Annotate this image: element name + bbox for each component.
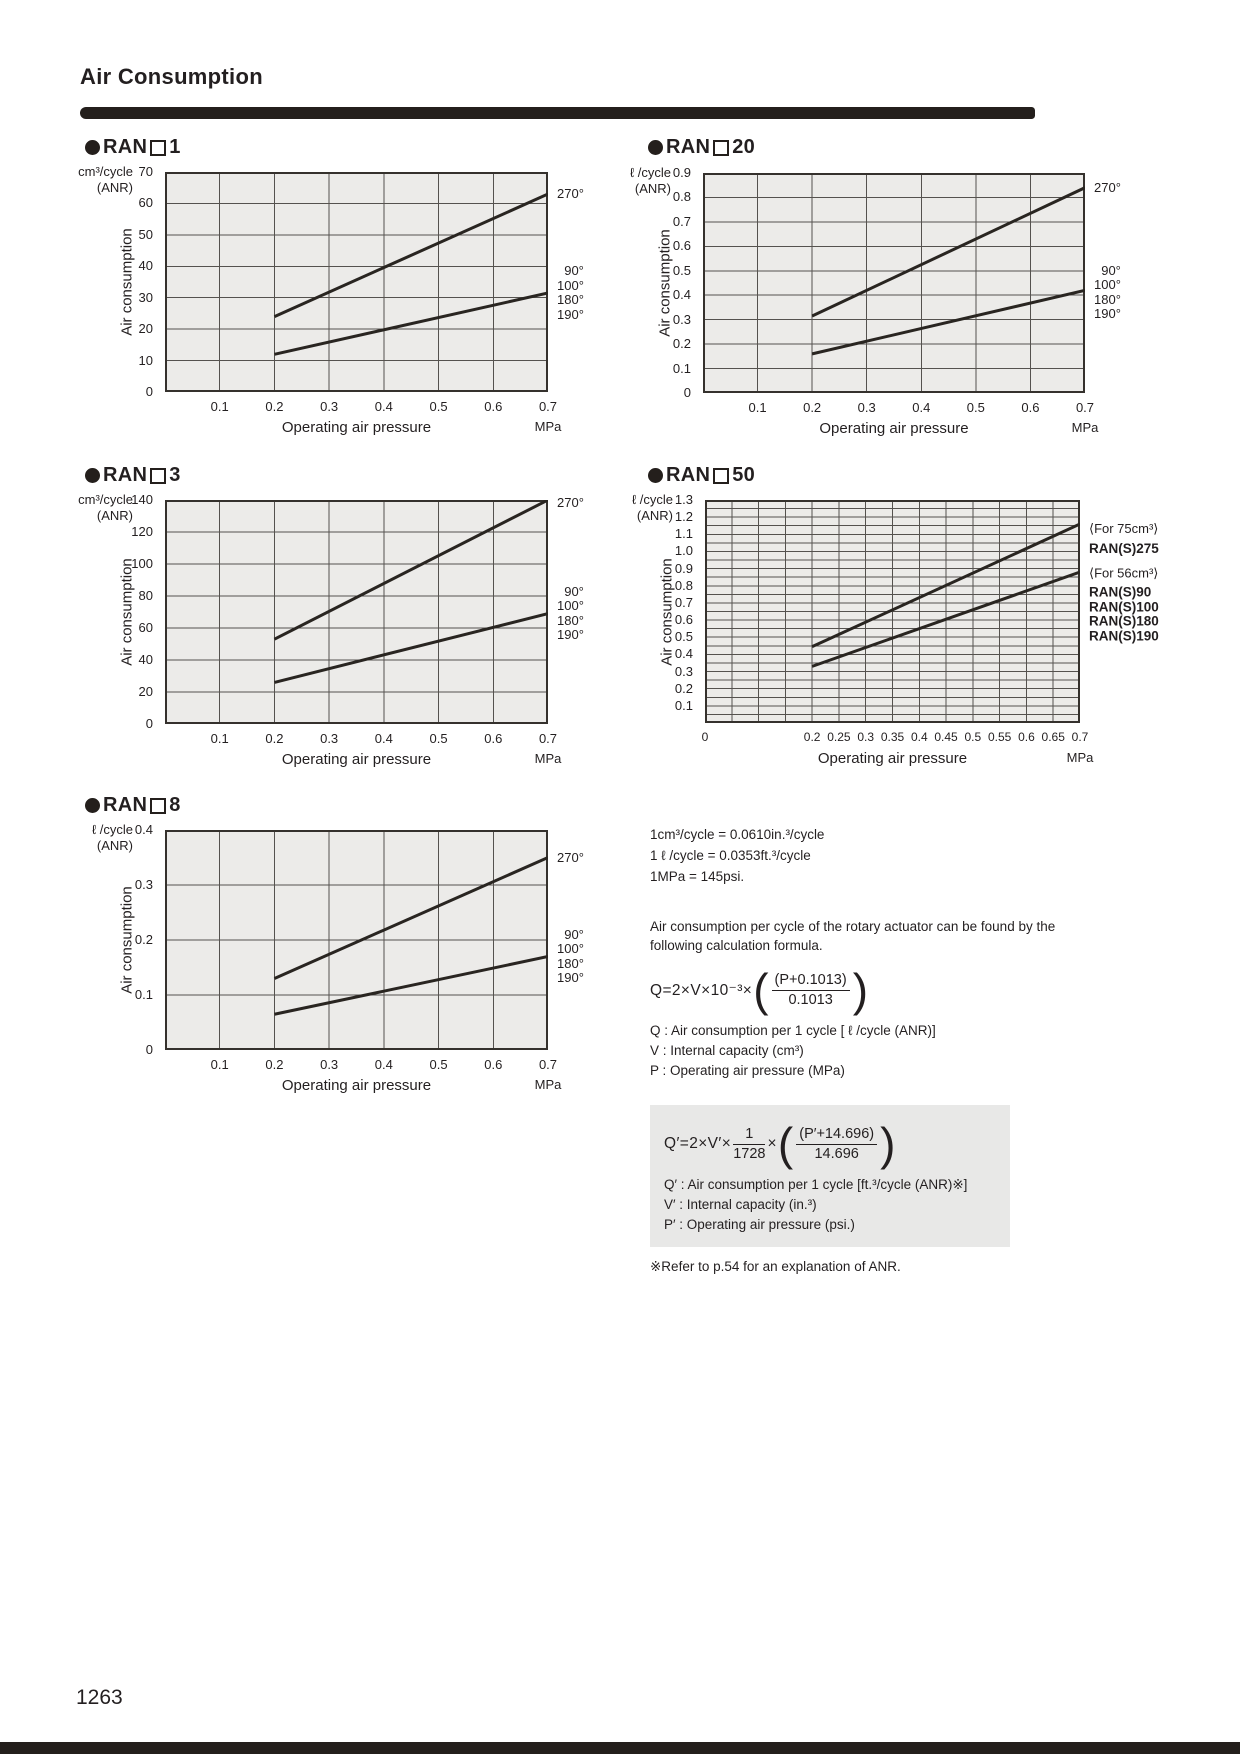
x-tick-label: 0.7: [538, 1057, 558, 1072]
y-tick-label: 100: [131, 556, 153, 571]
chart-heading-ran50: [648, 464, 755, 487]
curve-label-line: 90°: [1101, 262, 1121, 278]
anr-reference-note: ※Refer to p.54 for an explanation of ANR.: [650, 1259, 901, 1274]
curve-label-line: RAN(S)180: [1089, 613, 1159, 629]
x-axis-title: Operating air pressure: [819, 420, 969, 437]
x-tick-label: 0.2: [803, 730, 821, 744]
y-unit-line: (ANR): [634, 181, 671, 196]
definition-line: P : Operating air pressure (MPa): [650, 1063, 845, 1078]
x-tick-label: 0.25: [827, 730, 851, 744]
x-axis-title: Operating air pressure: [817, 750, 968, 767]
curve-label-line: 90°: [564, 926, 584, 942]
curve-label-line: RAN(S)275: [1089, 540, 1159, 556]
x-tick-label: 0.2: [265, 731, 284, 746]
x-tick-label: 0.2: [803, 400, 822, 415]
y-tick-label: 0.3: [134, 877, 153, 892]
x-axis-unit: MPa: [534, 1077, 562, 1092]
y-tick-label: 0.4: [674, 646, 693, 662]
chart-ran20: [629, 136, 1228, 486]
curve-label-line: ⟨For 56cm³⟩: [1089, 564, 1159, 580]
x-tick-label: 0.5: [964, 730, 982, 744]
model-box-icon: [713, 468, 729, 484]
y-tick-label: 20: [138, 684, 153, 699]
y-tick-label: 0.2: [672, 336, 691, 352]
curve-label-group: [557, 928, 584, 986]
x-tick-label: 0.4: [374, 399, 393, 414]
curve-label-line: ⟨For 75cm³⟩: [1089, 521, 1159, 537]
y-tick-label: 0.9: [672, 165, 691, 180]
curve-label-line: 100°: [557, 941, 584, 956]
model-prefix: RAN: [103, 136, 148, 158]
y-tick-label: 1.0: [674, 543, 693, 559]
curve-label-line: RAN(S)90: [1089, 584, 1152, 600]
curve-label-line: 90°: [564, 263, 584, 278]
formula-lhs: Q′=2×V′×: [664, 1135, 732, 1152]
x-tick-label: 0.6: [484, 731, 503, 746]
y-unit-line: (ANR): [636, 508, 673, 523]
curve-label-line: 100°: [1094, 277, 1121, 293]
curve-label-group: [557, 264, 584, 322]
y-axis-title: Air consumption: [656, 229, 674, 337]
x-tick-label: 0.3: [857, 400, 876, 415]
curve-label-group: [1094, 180, 1121, 195]
y-tick-label: 0.2: [134, 932, 153, 947]
chart-heading-ran20: [648, 136, 755, 159]
x-tick-label: 0.7: [1071, 730, 1089, 744]
y-axis-title: Air consumption: [118, 886, 136, 994]
x-tick-label: 0: [701, 730, 709, 744]
y-unit-line: ℓ /cycle: [631, 492, 673, 507]
chart-heading-ran3: [85, 464, 181, 487]
x-tick-label: 0.4: [374, 1057, 393, 1072]
y-tick-label: 0.1: [674, 697, 693, 713]
model-suffix: 50: [732, 464, 756, 486]
y-unit-line: cm³/cycle: [78, 492, 133, 507]
x-tick-label: 0.7: [1075, 400, 1095, 415]
definition-line: V′ : Internal capacity (in.³): [664, 1197, 817, 1212]
x-tick-label: 0.1: [210, 399, 229, 414]
x-axis-unit: MPa: [1066, 750, 1094, 765]
y-tick-label: 0.8: [674, 577, 693, 593]
y-tick-label: 40: [138, 258, 153, 274]
curve-label-group: [557, 850, 584, 865]
x-tick-label: 0.3: [320, 399, 339, 414]
open-paren: (: [777, 1118, 794, 1170]
model-box-icon: [713, 140, 729, 156]
x-tick-label: 0.45: [934, 730, 958, 744]
y-tick-label: 1.2: [674, 509, 693, 525]
chart-heading-ran1: [85, 136, 181, 159]
y-unit-line: (ANR): [96, 180, 133, 195]
x-axis-unit: MPa: [534, 751, 562, 766]
conversion-line: 1cm³/cycle = 0.0610in.³/cycle: [650, 827, 825, 842]
bullet-icon: [648, 468, 663, 483]
curve-label-line: 180°: [557, 955, 584, 971]
y-tick-label: 0: [145, 716, 153, 731]
fraction-denominator: 1728: [733, 1145, 766, 1162]
chart-ran8: [85, 794, 665, 1144]
model-suffix: 8: [169, 794, 181, 816]
curve-label-line: RAN(S)190: [1089, 627, 1159, 643]
curve-label-group: [1089, 566, 1159, 644]
y-tick-label: 0.5: [674, 629, 693, 645]
y-tick-label: 20: [138, 321, 153, 337]
y-tick-label: 0: [683, 385, 691, 400]
multiply-sign: ×: [767, 1135, 777, 1152]
formula-imperial-box: [650, 1105, 1010, 1247]
fraction: [733, 1126, 765, 1163]
curve-label-line: 180°: [1094, 291, 1121, 307]
fraction-numerator: (P′+14.696): [796, 1126, 877, 1145]
page-number: 1263: [76, 1686, 123, 1709]
y-tick-label: 0: [145, 384, 153, 399]
close-paren: ): [880, 1118, 896, 1170]
plot-area-ran50: [705, 500, 1080, 723]
x-axis-unit: MPa: [534, 419, 562, 434]
x-tick-label: 0.55: [987, 730, 1012, 744]
info-column: [650, 824, 1110, 1275]
x-tick-label: 0.6: [484, 399, 503, 414]
footer-rule-bar: [0, 1742, 1240, 1754]
x-tick-label: 0.3: [320, 1057, 339, 1072]
y-tick-label: 120: [131, 524, 153, 539]
y-tick-label: 140: [131, 492, 153, 507]
curve-label-line: 180°: [557, 292, 584, 307]
x-tick-label: 0.5: [429, 731, 448, 746]
y-tick-label: 70: [138, 164, 153, 179]
title-rule-bar: [80, 107, 1035, 119]
x-tick-label: 0.35: [880, 730, 905, 744]
y-unit-line: ℓ /cycle: [91, 822, 133, 837]
x-tick-label: 0.1: [210, 731, 229, 746]
plot-background: [703, 173, 1085, 393]
x-tick-label: 0.3: [320, 731, 339, 746]
y-tick-label: 0.4: [672, 287, 691, 303]
curve-label-group: [1094, 264, 1121, 322]
open-paren: (: [753, 964, 769, 1016]
page-title: Air Consumption: [80, 64, 263, 89]
y-tick-label: 0: [145, 1042, 153, 1057]
formula-imperial: [664, 1118, 1000, 1170]
x-tick-label: 0.6: [1018, 730, 1035, 744]
y-unit-line: ℓ /cycle: [629, 165, 671, 180]
y-tick-label: 0.2: [674, 680, 693, 696]
curve-label-group: [557, 585, 584, 643]
conversion-line: 1MPa = 145psi.: [650, 869, 745, 884]
x-tick-label: 0.3: [857, 730, 875, 744]
curve-label-line: 270°: [557, 185, 584, 201]
y-unit-line: (ANR): [96, 838, 133, 853]
model-suffix: 3: [169, 464, 181, 486]
curve-label-line: 270°: [1094, 179, 1121, 195]
plot-area-ran3: [165, 500, 548, 724]
fraction-denominator: 0.1013: [788, 991, 833, 1008]
chart-heading-ran8: [85, 794, 181, 817]
y-tick-label: 0.1: [134, 987, 153, 1002]
curve-label-line: 190°: [557, 627, 584, 643]
plot-background: [165, 500, 548, 724]
y-tick-label: 0.6: [674, 612, 693, 628]
x-tick-label: 0.7: [538, 731, 558, 746]
chart-ran50: [631, 464, 1228, 814]
x-axis-title: Operating air pressure: [281, 1077, 432, 1094]
formula-metric: [650, 964, 1110, 1016]
conversion-line: 1 ℓ /cycle = 0.0353ft.³/cycle: [650, 848, 811, 863]
curve-label-line: 270°: [557, 849, 584, 865]
y-tick-label: 0.4: [134, 822, 153, 837]
y-tick-label: 0.9: [674, 560, 693, 576]
plot-area-ran20: [703, 173, 1085, 393]
curve-label-group: [1089, 522, 1159, 556]
plot-background: [165, 172, 548, 392]
x-tick-label: 0.65: [1041, 730, 1065, 744]
bullet-icon: [85, 140, 100, 155]
y-tick-label: 1.1: [674, 526, 693, 542]
model-prefix: RAN: [666, 136, 711, 158]
y-tick-label: 0.3: [674, 663, 693, 679]
bullet-icon: [648, 140, 663, 155]
y-tick-label: 0.8: [672, 189, 691, 205]
definition-line: Q′ : Air consumption per 1 cycle [ft.³/cycle (ANR)※]: [664, 1177, 968, 1192]
fraction-denominator: 14.696: [814, 1145, 859, 1162]
curve-label-line: 190°: [1094, 306, 1121, 322]
y-unit-line: (ANR): [96, 508, 133, 523]
model-box-icon: [150, 468, 166, 484]
y-axis-title: Air consumption: [118, 228, 136, 336]
y-tick-label: 0.6: [672, 238, 691, 254]
x-tick-label: 0.2: [265, 1057, 284, 1072]
y-tick-label: 60: [138, 620, 153, 635]
model-prefix: RAN: [666, 464, 711, 486]
model-suffix: 20: [732, 136, 756, 158]
plot-area-ran1: [165, 172, 548, 392]
y-unit-line: cm³/cycle: [78, 164, 133, 179]
y-tick-label: 0.7: [672, 213, 691, 229]
x-tick-label: 0.5: [429, 1057, 448, 1072]
fraction: [796, 1126, 877, 1163]
x-axis-unit: MPa: [1071, 420, 1099, 435]
y-tick-label: 40: [138, 652, 153, 667]
curve-label-line: RAN(S)100: [1089, 598, 1159, 614]
fraction: [772, 972, 850, 1009]
curve-label-line: 100°: [557, 598, 584, 614]
x-tick-label: 0.1: [210, 1057, 229, 1072]
formula-imperial-defs: [664, 1175, 1000, 1235]
fraction-numerator: (P+0.1013): [772, 972, 850, 991]
x-tick-label: 0.5: [966, 400, 985, 415]
curve-label-line: 270°: [557, 494, 584, 510]
bullet-icon: [85, 468, 100, 483]
curve-label-line: 180°: [557, 612, 584, 628]
y-tick-label: 50: [138, 226, 153, 242]
curve-label-line: 190°: [557, 970, 584, 985]
x-tick-label: 0.4: [374, 731, 393, 746]
formula-metric-defs: [650, 1021, 1110, 1081]
y-axis-title: Air consumption: [118, 558, 136, 666]
curve-label-line: 100°: [557, 277, 584, 293]
x-tick-label: 0.4: [910, 730, 928, 744]
formula-intro-text: Air consumption per cycle of the rotary actuator can be found by the following calculation formula.: [650, 919, 1056, 953]
definition-line: P′ : Operating air pressure (psi.): [664, 1217, 855, 1232]
y-tick-label: 1.3: [674, 492, 693, 507]
y-tick-label: 60: [138, 195, 153, 211]
x-tick-label: 0.1: [748, 400, 767, 415]
x-tick-label: 0.5: [429, 399, 448, 414]
plot-area-ran8: [165, 830, 548, 1050]
x-tick-label: 0.2: [265, 399, 284, 414]
y-tick-label: 80: [138, 588, 153, 603]
y-tick-label: 0.7: [674, 594, 693, 610]
model-prefix: RAN: [103, 794, 148, 816]
fraction-numerator: 1: [733, 1126, 765, 1145]
x-tick-label: 0.4: [912, 400, 931, 415]
bullet-icon: [85, 798, 100, 813]
y-tick-label: 0.1: [672, 360, 691, 376]
formula-lhs: Q=2×V×10⁻³×: [650, 981, 753, 999]
x-tick-label: 0.6: [1021, 400, 1040, 415]
definition-line: V : Internal capacity (cm³): [650, 1043, 804, 1058]
y-tick-label: 0.5: [672, 262, 691, 278]
curve-label-line: 90°: [564, 583, 584, 599]
y-axis-title: Air consumption: [658, 557, 676, 666]
x-tick-label: 0.6: [484, 1057, 503, 1072]
x-axis-title: Operating air pressure: [281, 751, 432, 768]
model-box-icon: [150, 798, 166, 814]
unit-conversions: [650, 824, 1110, 887]
y-tick-label: 30: [138, 289, 153, 305]
y-tick-label: 10: [138, 352, 153, 368]
model-suffix: 1: [169, 136, 181, 158]
close-paren: ): [852, 964, 869, 1016]
x-axis-title: Operating air pressure: [281, 419, 432, 436]
curve-label-line: 190°: [557, 306, 584, 322]
x-tick-label: 0.7: [538, 399, 558, 414]
y-tick-label: 0.3: [672, 311, 691, 327]
model-box-icon: [150, 140, 166, 156]
definition-line: Q : Air consumption per 1 cycle [ ℓ /cycle (ANR)]: [650, 1023, 936, 1038]
model-prefix: RAN: [103, 464, 148, 486]
